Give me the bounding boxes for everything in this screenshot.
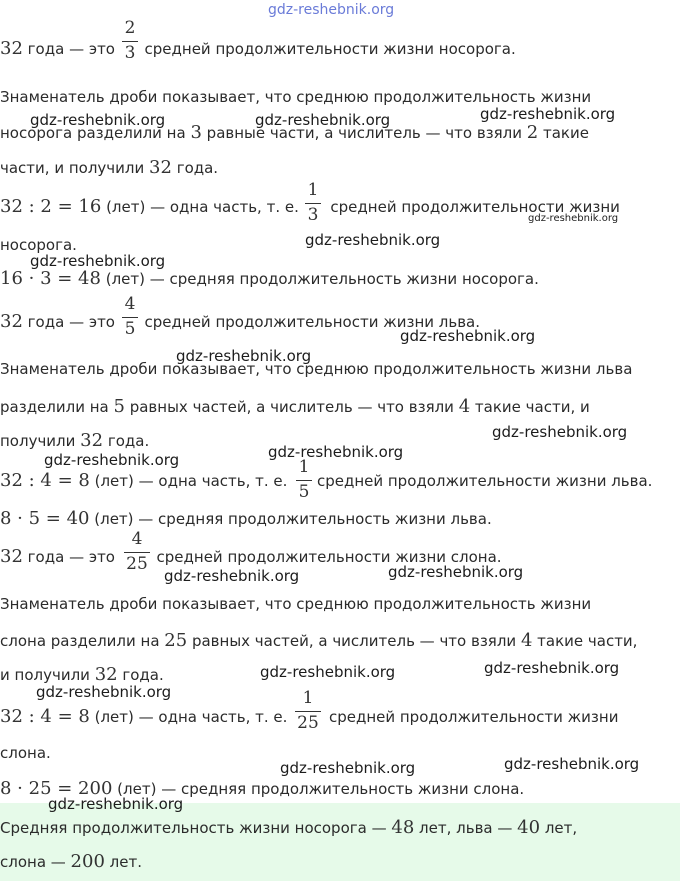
watermark-text: gdz-reshebnik.org	[255, 111, 391, 129]
fraction-numerator: 4	[124, 294, 136, 314]
watermark-text: gdz-reshebnik.org	[164, 567, 300, 585]
rhino-explanation-3: части, и получили 32 года.	[0, 157, 219, 178]
watermark-text: gdz-reshebnik.org	[280, 759, 416, 777]
watermark-text: gdz-reshebnik.org	[504, 755, 640, 773]
fraction-denominator: 25	[126, 554, 148, 574]
elephant-result-line: 8 · 25 = 200 (лет) — средняя продолжительность жизни слона.	[0, 778, 525, 799]
fraction-denominator: 3	[124, 43, 136, 63]
watermark-text: gdz-reshebnik.org	[305, 231, 441, 249]
watermark-text: gdz-reshebnik.org	[36, 683, 172, 701]
fraction-one-third	[305, 182, 321, 224]
fraction-four-twentyfifths	[124, 531, 150, 573]
watermark-text: gdz-reshebnik.org	[480, 105, 616, 123]
answer-box	[0, 803, 680, 881]
fraction-four-fifths	[122, 296, 138, 338]
lion-explanation-1: Знаменатель дроби показывает, что среднюю продолжительность жизни льва	[0, 360, 633, 378]
lion-explanation-2: разделили на 5 равных частей, а числитель — что взяли 4 такие части, и	[0, 396, 590, 417]
watermark-text: gdz-reshebnik.org	[44, 451, 180, 469]
watermark-text: gdz-reshebnik.org	[528, 213, 619, 224]
fraction-denominator: 25	[297, 713, 319, 733]
fraction-numerator: 1	[298, 457, 310, 477]
elephant-one-part-line: 32 : 4 = 8 (лет) — одна часть, т. е. средней продолжительности жизни	[0, 706, 619, 727]
watermark-text: gdz-reshebnik.org	[268, 2, 395, 18]
fraction-numerator: 1	[307, 180, 319, 200]
watermark-text: gdz-reshebnik.org	[260, 663, 396, 681]
lion-explanation-3: получили 32 года.	[0, 430, 150, 451]
rhino-result-line: 16 · 3 = 48 (лет) — средняя продолжительность жизни носорога.	[0, 268, 539, 289]
watermark-text: gdz-reshebnik.org	[30, 252, 166, 270]
elephant-fraction-line: 32 года — это средней продолжительности жизни слона.	[0, 546, 502, 567]
fraction-one-fifth	[296, 459, 312, 501]
fraction-numerator: 4	[131, 529, 143, 549]
watermark-text: gdz-reshebnik.org	[388, 563, 524, 581]
fraction-numerator: 2	[124, 18, 136, 38]
lion-one-part-line: 32 : 4 = 8 (лет) — одна часть, т. е. средней продолжительности жизни льва.	[0, 470, 653, 491]
watermark-text: gdz-reshebnik.org	[400, 327, 536, 345]
answer-line-2: слона — 200 лет.	[0, 851, 142, 872]
watermark-text: gdz-reshebnik.org	[268, 443, 404, 461]
rhino-one-part-line: 32 : 2 = 16 (лет) — одна часть, т. е. средней продолжительности жизни	[0, 196, 620, 217]
watermark-text: gdz-reshebnik.org	[30, 111, 166, 129]
fraction-numerator: 1	[302, 688, 314, 708]
watermark-text: gdz-reshebnik.org	[48, 795, 184, 813]
answer-line-1: Средняя продолжительность жизни носорога — 48 лет, льва — 40 лет,	[0, 817, 578, 838]
elephant-explanation-3: и получили 32 года.	[0, 664, 164, 685]
elephant-one-part-wrap: слона.	[0, 744, 51, 762]
rhino-explanation-1: Знаменатель дроби показывает, что среднюю продолжительность жизни	[0, 88, 592, 106]
fraction-denominator: 5	[124, 319, 136, 339]
rhino-fraction-line: 32 года — это средней продолжительности жизни носорога.	[0, 38, 516, 59]
elephant-explanation-1: Знаменатель дроби показывает, что среднюю продолжительность жизни	[0, 595, 592, 613]
watermark-text: gdz-reshebnik.org	[176, 347, 312, 365]
rhino-explanation-2: носорога разделили на 3 равные части, а числитель — что взяли 2 такие	[0, 122, 589, 143]
fraction-one-twentyfifth	[295, 690, 321, 732]
fraction-denominator: 5	[298, 482, 310, 502]
fraction-denominator: 3	[307, 205, 319, 225]
lion-fraction-line: 32 года — это средней продолжительности жизни льва.	[0, 311, 481, 332]
lion-result-line: 8 · 5 = 40 (лет) — средняя продолжительность жизни льва.	[0, 508, 492, 529]
fraction-two-thirds	[122, 20, 138, 62]
watermark-text: gdz-reshebnik.org	[484, 659, 620, 677]
elephant-explanation-2: слона разделили на 25 равных частей, а числитель — что взяли 4 такие части,	[0, 630, 638, 651]
rhino-one-part-wrap: носорога.	[0, 236, 77, 254]
watermark-text: gdz-reshebnik.org	[492, 423, 628, 441]
